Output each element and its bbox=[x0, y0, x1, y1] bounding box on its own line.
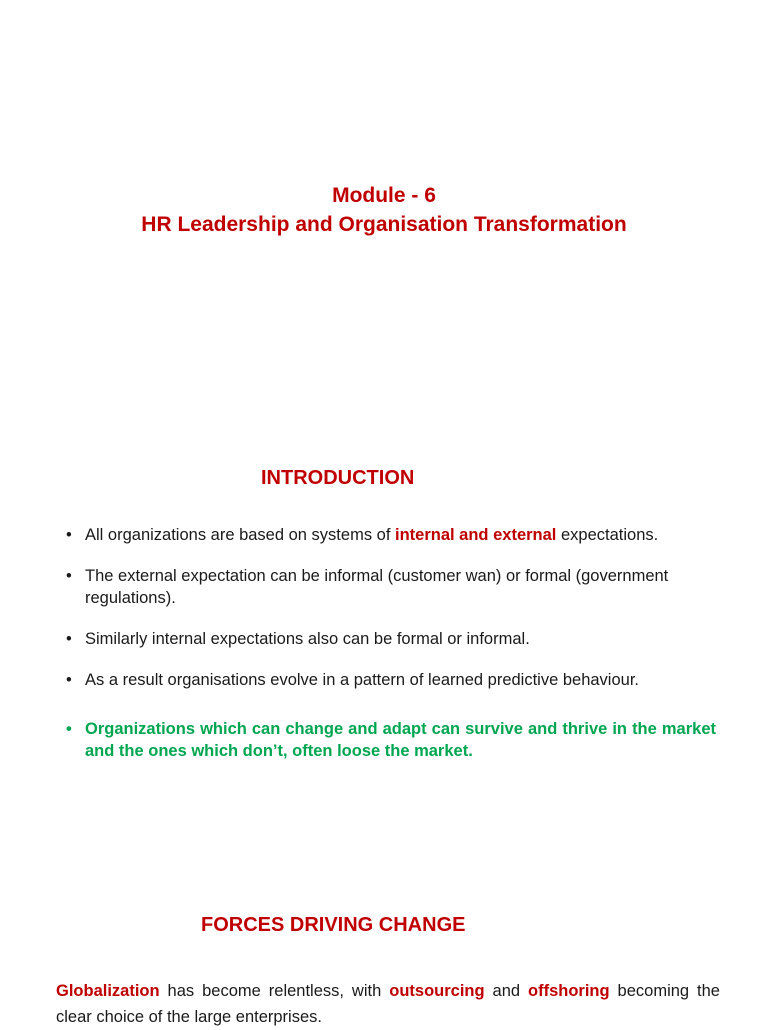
module-number: Module - 6 bbox=[332, 184, 436, 207]
keyword-globalization: Globalization bbox=[56, 982, 160, 1000]
introduction-bullet-list bbox=[64, 524, 716, 781]
keyword-outsourcing: outsourcing bbox=[389, 982, 485, 1000]
bullet-learned-behaviour: • As a result organisations evolve in a pattern of learned predictive behaviour. bbox=[64, 669, 716, 691]
highlight-internal-external: internal and external bbox=[395, 526, 557, 544]
bullet-internal-expectation: • Similarly internal expectations also can be formal or informal. bbox=[64, 628, 716, 650]
keyword-offshoring: offshoring bbox=[528, 982, 610, 1000]
bullet-text: All organizations are based on systems of bbox=[85, 526, 395, 544]
paragraph-text: has become relentless, with bbox=[159, 982, 390, 1000]
introduction-heading: INTRODUCTION bbox=[261, 467, 415, 489]
forces-heading: FORCES DRIVING CHANGE bbox=[201, 914, 466, 936]
paragraph-text: and bbox=[484, 982, 529, 1000]
globalization-paragraph bbox=[56, 978, 720, 1030]
bullet-adapt-survive: • Organizations which can change and adapt can survive and thrive in the market and the ones which don’t, often loose the market. bbox=[64, 718, 716, 762]
paragraph-text: becoming the clear choice of the large enterprises. bbox=[56, 982, 720, 1026]
bullet-external-expectation: • The external expectation can be informal (customer wan) or formal (government regulations). bbox=[64, 565, 716, 609]
bullet-text: expectations. bbox=[556, 526, 659, 544]
module-title: HR Leadership and Organisation Transformation bbox=[141, 213, 627, 236]
bullet-internal-external bbox=[64, 524, 716, 546]
